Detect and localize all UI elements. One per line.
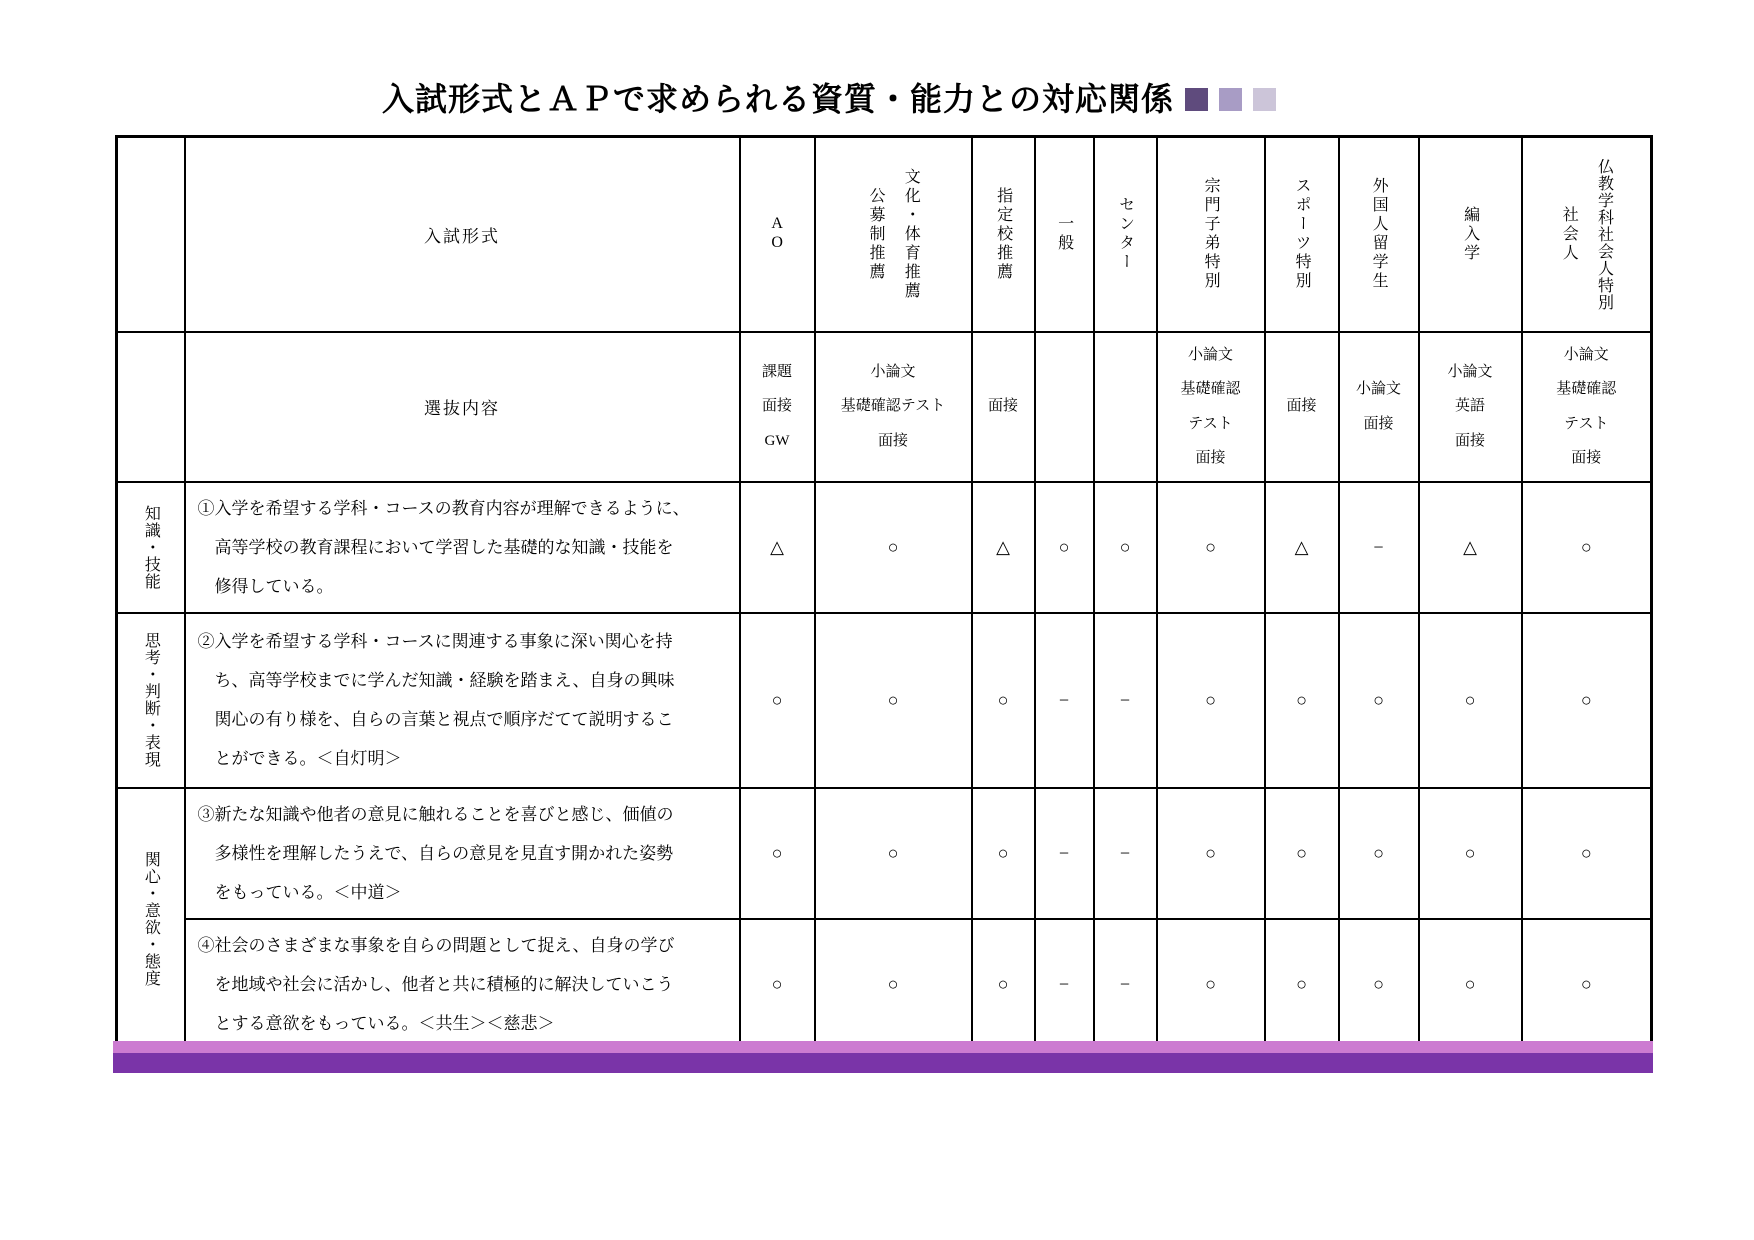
- column-header-hennyu: 編入学: [1419, 137, 1522, 332]
- mark-cell: ○: [740, 919, 815, 1051]
- selection-hennyu: 小論文 英語 面接: [1419, 332, 1522, 482]
- selection-ao: 課題 面接 GW: [740, 332, 815, 482]
- corner-empty-2: [117, 332, 185, 482]
- mark-cell: △: [1419, 482, 1522, 613]
- body-row-3: [117, 788, 1652, 919]
- mark-cell: ○: [815, 482, 972, 613]
- mark-cell: ○: [1265, 919, 1339, 1051]
- title-square-dark: [1185, 88, 1208, 111]
- footer-bar-light: [113, 1041, 1653, 1053]
- mark-cell: ○: [1157, 788, 1265, 919]
- mark-cell: ○: [1157, 613, 1265, 788]
- mark-cell: ○: [1522, 788, 1652, 919]
- mark-cell: ○: [1265, 788, 1339, 919]
- mark-cell: ○: [1522, 482, 1652, 613]
- correspondence-table: [115, 135, 1653, 1052]
- selection-shakaijin-bukkyo: 小論文 基礎確認 テスト 面接: [1522, 332, 1652, 482]
- mark-cell: ○: [1522, 919, 1652, 1051]
- mark-cell: −: [1094, 613, 1157, 788]
- body-row-1: [117, 482, 1652, 613]
- mark-cell: ○: [1094, 482, 1157, 613]
- column-header-sports: スポーツ特別: [1265, 137, 1339, 332]
- title-square-medium: [1219, 88, 1242, 111]
- description-3: ③新たな知識や他者の意見に触れることを喜びと感じ、価値の 多様性を理解したうえで、自らの意見を見直す開かれた姿勢 をもっている。＜中道＞: [185, 788, 740, 919]
- mark-cell: −: [1035, 788, 1094, 919]
- selection-shumon: 小論文 基礎確認 テスト 面接: [1157, 332, 1265, 482]
- selection-shiteiko: 面接: [972, 332, 1035, 482]
- column-header-shumon: 宗門子弟特別: [1157, 137, 1265, 332]
- header-row-selection: [117, 332, 1652, 482]
- mark-cell: −: [1094, 919, 1157, 1051]
- mark-cell: △: [1265, 482, 1339, 613]
- category-shiko-handan: 思考・判断・表現: [117, 613, 185, 788]
- selection-ryugakusei: 小論文 面接: [1339, 332, 1419, 482]
- mark-cell: ○: [815, 919, 972, 1051]
- corner-empty-1: [117, 137, 185, 332]
- mark-cell: ○: [815, 788, 972, 919]
- body-row-4: [117, 919, 1652, 1051]
- selection-label: 選抜内容: [185, 332, 740, 482]
- column-header-ryugakusei: 外国人留学生: [1339, 137, 1419, 332]
- page-title: 入試形式とＡＰで求められる資質・能力との対応関係: [381, 81, 1174, 117]
- mark-cell: ○: [1339, 788, 1419, 919]
- mark-cell: ○: [815, 613, 972, 788]
- mark-cell: ○: [1339, 613, 1419, 788]
- description-4: ④社会のさまざまな事象を自らの問題として捉え、自身の学び を地域や社会に活かし、他者と共に積極的に解決していこう とする意欲をもっている。＜共生＞＜慈悲＞: [185, 919, 740, 1051]
- column-header-center: センター: [1094, 137, 1157, 332]
- column-header-shakaijin-bukkyo: 社会人 仏教学科社会人特別: [1522, 137, 1652, 332]
- mark-cell: −: [1035, 919, 1094, 1051]
- selection-kobo-bunka: 小論文 基礎確認テスト 面接: [815, 332, 972, 482]
- mark-cell: △: [972, 482, 1035, 613]
- title-square-light: [1253, 88, 1276, 111]
- selection-center: [1094, 332, 1157, 482]
- mark-cell: ○: [1157, 919, 1265, 1051]
- selection-ippan: [1035, 332, 1094, 482]
- mark-cell: ○: [1339, 919, 1419, 1051]
- mark-cell: ○: [1157, 482, 1265, 613]
- description-2: ②入学を希望する学科・コースに関連する事象に深い関心を持 ち、高等学校までに学んだ知識・経験を踏まえ、自身の興味 関心の有り様を、自らの言葉と視点で順序だてて説明するこ とができる。＜自灯明＞: [185, 613, 740, 788]
- mark-cell: ○: [1419, 788, 1522, 919]
- title-row: [0, 74, 1754, 120]
- footer-bars: [113, 1041, 1653, 1073]
- mark-cell: ○: [1419, 613, 1522, 788]
- column-header-kobo-bunka: 公募制推薦 文化・体育推薦: [815, 137, 972, 332]
- mark-cell: ○: [1522, 613, 1652, 788]
- title-group: [382, 74, 1276, 120]
- column-header-ippan: 一般: [1035, 137, 1094, 332]
- mark-cell: ○: [972, 919, 1035, 1051]
- mark-cell: ○: [1035, 482, 1094, 613]
- category-chishiki-gino: 知識・技能: [117, 482, 185, 613]
- mark-cell: ○: [740, 613, 815, 788]
- category-kanshin-iyoku: 関心・意欲・態度: [117, 788, 185, 1051]
- column-header-shiteiko: 指定校推薦: [972, 137, 1035, 332]
- mark-cell: ○: [972, 613, 1035, 788]
- description-1: ①入学を希望する学科・コースの教育内容が理解できるように、 高等学校の教育課程において学習した基礎的な知識・技能を 修得している。: [185, 482, 740, 613]
- exam-format-label: 入試形式: [185, 137, 740, 332]
- footer-bar-dark: [113, 1053, 1653, 1073]
- mark-cell: −: [1094, 788, 1157, 919]
- selection-sports: 面接: [1265, 332, 1339, 482]
- mark-cell: ○: [1265, 613, 1339, 788]
- mark-cell: −: [1339, 482, 1419, 613]
- mark-cell: ○: [972, 788, 1035, 919]
- mark-cell: ○: [740, 788, 815, 919]
- body-row-2: [117, 613, 1652, 788]
- mark-cell: ○: [1419, 919, 1522, 1051]
- header-row-exam-format: [117, 137, 1652, 332]
- column-header-ao: AO: [740, 137, 815, 332]
- mark-cell: −: [1035, 613, 1094, 788]
- mark-cell: △: [740, 482, 815, 613]
